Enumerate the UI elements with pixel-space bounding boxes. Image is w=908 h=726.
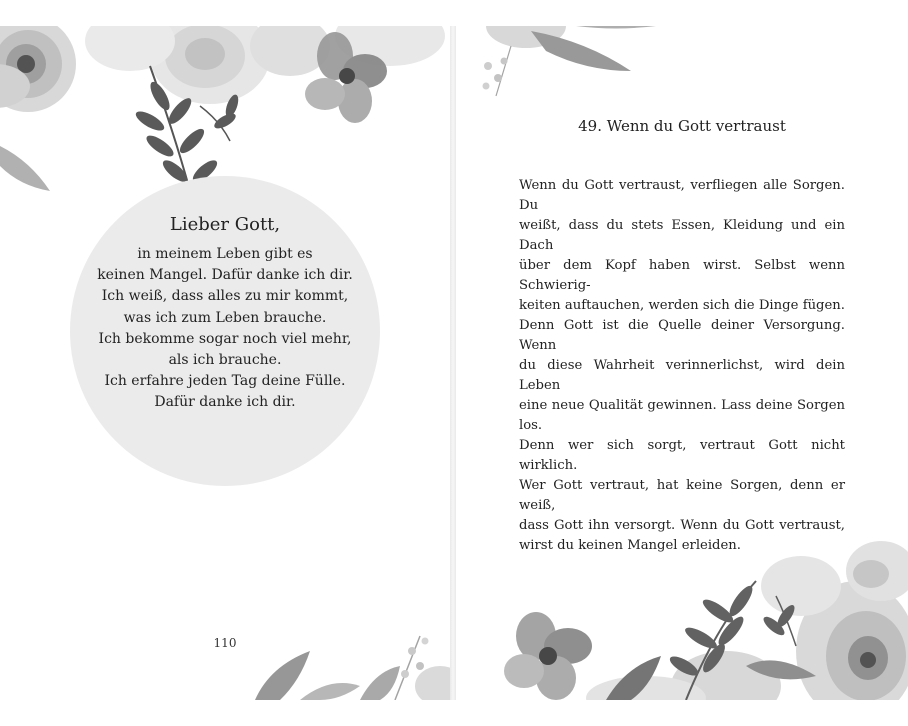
floral-decoration-bottom-right (504, 541, 908, 700)
body-line: Denn Gott ist die Quelle deiner Versorgung. Wenn (519, 318, 845, 353)
prayer-line: was ich zum Leben brauche. (123, 309, 327, 326)
prayer-line: als ich brauche. (168, 352, 282, 369)
body-line: Wer Gott vertraut, hat keine Sorgen, denn er weiß, (519, 478, 845, 513)
chapter-title: 49. Wenn du Gott vertraust (578, 117, 786, 135)
prayer-text (70, 244, 380, 414)
body-line: über dem Kopf haben wirst. Selbst wenn Schwierig- (519, 258, 845, 293)
prayer-line: Ich erfahre jeden Tag deine Fülle. (104, 373, 346, 390)
left-page (0, 26, 450, 700)
body-line: Denn wer sich sorgt, vertraut Gott nicht wirklich. (519, 438, 845, 473)
prayer-line: in meinem Leben gibt es (137, 246, 313, 262)
page-number: 110 (213, 636, 237, 650)
right-page (456, 26, 908, 700)
floral-decoration-top-right (483, 26, 657, 96)
prayer-line: Dafür danke ich dir. (154, 394, 296, 411)
body-line: Wenn du Gott vertraust, verfliegen alle Sorgen. Du (519, 178, 845, 213)
body-line: dass Gott ihn versorgt. Wenn du Gott vertraust, (519, 518, 845, 533)
rose-top-left (0, 26, 76, 112)
body-line: du diese Wahrheit verinnerlichst, wird dein Leben (519, 358, 845, 393)
leaf-left-edge (0, 146, 50, 191)
body-line: weißt, dass du stets Essen, Kleidung und ein Dach (519, 218, 845, 253)
prayer-line: Ich weiß, dass alles zu mir kommt, (101, 288, 349, 305)
body-text (519, 176, 845, 556)
rose-top-center (85, 26, 445, 104)
body-line: wirst du keinen Mangel erleiden. (519, 538, 741, 553)
prayer-line: Ich bekomme sogar noch viel mehr, (98, 330, 352, 347)
prayer-line: keinen Mangel. Dafür danke ich dir. (97, 267, 353, 284)
body-line: eine neue Qualität gewinnen. Lass deine Sorgen los. (519, 398, 845, 433)
body-line: keiten auftauchen, werden sich die Dinge fügen. (519, 298, 845, 313)
prayer-title: Lieber Gott, (169, 214, 281, 235)
floral-decoration-bottom-left (255, 636, 450, 700)
